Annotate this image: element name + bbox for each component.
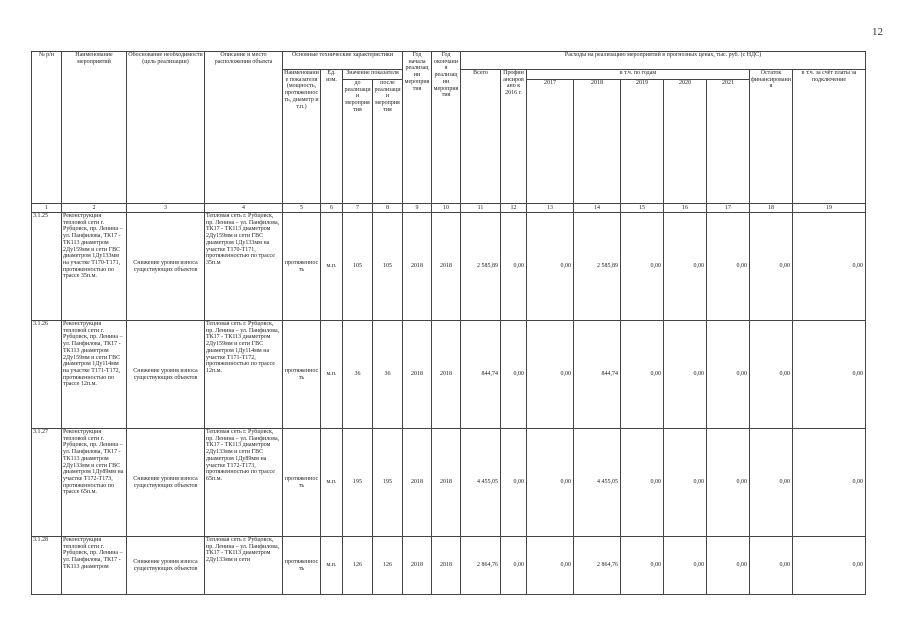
- measure-name: Реконструкция тепловой сети г. Рубцовск, пр. Ленина – ул. Панфилова, ТК17 - ТК113 диаметром: [62, 537, 127, 595]
- column-number-row: [32, 204, 866, 213]
- total-cost: 4 455,05: [461, 429, 501, 537]
- total-cost: 2 864,76: [461, 537, 501, 595]
- start-year: 2018: [403, 537, 432, 595]
- header-costs: Расходы на реализацию мероприятий в прогнозных ценах, тыс. руб. (с НДС): [461, 52, 866, 70]
- funded-2016: 0,00: [501, 213, 527, 321]
- header-remaining: Остаток финансирования: [750, 70, 793, 204]
- funded-2016: 0,00: [501, 537, 527, 595]
- cost-2018: 844,74: [574, 321, 621, 429]
- connection-fee: 0,00: [793, 213, 866, 321]
- funded-2016: 0,00: [501, 429, 527, 537]
- column-number: 15: [621, 204, 664, 213]
- header-tech: Основные технические характеристики: [283, 52, 403, 70]
- column-number: 3: [127, 204, 205, 213]
- justification: Снижение уровня износа существующих объектов: [127, 213, 205, 321]
- header-tech-name: Наименование показателя (мощность, протяженность, диаметр и т.п.): [283, 70, 321, 204]
- value-before: 195: [343, 429, 373, 537]
- parameter-name: протяженность: [283, 213, 321, 321]
- header-funded: Профинансировано к 2016 г.: [501, 70, 527, 204]
- remaining-financing: 0,00: [750, 537, 793, 595]
- header-tech-unit: Ед. изм.: [321, 70, 343, 204]
- header-name: Наименование мероприятий: [62, 52, 127, 204]
- investment-program-table: [31, 51, 866, 595]
- value-before: 105: [343, 213, 373, 321]
- cost-2017: 0,00: [527, 321, 574, 429]
- connection-fee: 0,00: [793, 429, 866, 537]
- column-number: 18: [750, 204, 793, 213]
- cost-2019: 0,00: [621, 537, 664, 595]
- unit: м.п.: [321, 321, 343, 429]
- value-before: 36: [343, 321, 373, 429]
- parameter-name: протяженность: [283, 537, 321, 595]
- value-after: 126: [373, 537, 403, 595]
- column-number: 12: [501, 204, 527, 213]
- cost-2020: 0,00: [664, 213, 707, 321]
- column-number: 16: [664, 204, 707, 213]
- start-year: 2018: [403, 213, 432, 321]
- remaining-financing: 0,00: [750, 321, 793, 429]
- end-year: 2018: [432, 537, 461, 595]
- table-row: [32, 321, 866, 429]
- justification: Снижение уровня износа существующих объектов: [127, 537, 205, 595]
- cost-2018: 2 864,76: [574, 537, 621, 595]
- cost-2017: 0,00: [527, 537, 574, 595]
- column-number: 14: [574, 204, 621, 213]
- column-number: 5: [283, 204, 321, 213]
- justification: Снижение уровня износа существующих объектов: [127, 429, 205, 537]
- header-year-2017: 2017: [527, 80, 574, 204]
- column-number: 11: [461, 204, 501, 213]
- start-year: 2018: [403, 321, 432, 429]
- header-year-2021: 2021: [707, 80, 750, 204]
- unit: м.п.: [321, 429, 343, 537]
- parameter-name: протяженность: [283, 321, 321, 429]
- header-justification: Обоснование необходимости (цель реализации): [127, 52, 205, 204]
- cost-2021: 0,00: [707, 213, 750, 321]
- row-number: 3.1.26: [32, 321, 62, 429]
- row-number: 3.1.27: [32, 429, 62, 537]
- cost-2018: 2 585,89: [574, 213, 621, 321]
- object-location: Тепловая сеть г. Рубцовск, пр. Ленина – ул. Панфилова, ТК17 - ТК113 диаметром 2Ду133мм и сети: [205, 537, 283, 595]
- column-number: 6: [321, 204, 343, 213]
- justification: Снижение уровня износа существующих объектов: [127, 321, 205, 429]
- header-location: Описание и место расположения объекта: [205, 52, 283, 204]
- column-number: 2: [62, 204, 127, 213]
- table-row: [32, 429, 866, 537]
- table-row: [32, 537, 866, 595]
- value-after: 36: [373, 321, 403, 429]
- cost-2017: 0,00: [527, 213, 574, 321]
- column-number: 8: [373, 204, 403, 213]
- object-location: Тепловая сеть г. Рубцовск, пр. Ленина – ул. Панфилова, ТК17 - ТК113 диаметром 2Ду133мм и сети ГВС диаметром 1Ду89мм на участке Т172-Т173, протяженностью по трассе 65п.м.: [205, 429, 283, 537]
- column-number: 10: [432, 204, 461, 213]
- column-number: 13: [527, 204, 574, 213]
- table-row: [32, 213, 866, 321]
- column-number: 7: [343, 204, 373, 213]
- connection-fee: 0,00: [793, 537, 866, 595]
- remaining-financing: 0,00: [750, 213, 793, 321]
- end-year: 2018: [432, 321, 461, 429]
- cost-2019: 0,00: [621, 213, 664, 321]
- value-after: 105: [373, 213, 403, 321]
- remaining-financing: 0,00: [750, 429, 793, 537]
- column-number: 4: [205, 204, 283, 213]
- parameter-name: протяженность: [283, 429, 321, 537]
- column-number: 17: [707, 204, 750, 213]
- cost-2019: 0,00: [621, 429, 664, 537]
- object-location: Тепловая сеть г. Рубцовск, пр. Ленина – ул. Панфилова, ТК17 - ТК113 диаметром 2Ду159мм и сети ГВС диаметром 1Ду133мм на участке Т170-Т171, протяженностью по трассе 35п.м: [205, 213, 283, 321]
- start-year: 2018: [403, 429, 432, 537]
- cost-2021: 0,00: [707, 321, 750, 429]
- value-before: 126: [343, 537, 373, 595]
- cost-2019: 0,00: [621, 321, 664, 429]
- end-year: 2018: [432, 213, 461, 321]
- header-tech-value: Значение показателя: [343, 70, 403, 80]
- row-number: 3.1.25: [32, 213, 62, 321]
- cost-2020: 0,00: [664, 537, 707, 595]
- header-year-2020: 2020: [664, 80, 707, 204]
- cost-2021: 0,00: [707, 429, 750, 537]
- total-cost: 844,74: [461, 321, 501, 429]
- column-number: 19: [793, 204, 866, 213]
- measure-name: Реконструкция тепловой сети г. Рубцовск, пр. Ленина – ул. Панфилова, ТК17 - ТК113 диаметром 2Ду133мм и сети ГВС диаметром 1Ду89мм на участке Т172-Т173, протяженностью по трассе 65п.м.: [62, 429, 127, 537]
- header-start: Год начала реализации мероприятия: [403, 52, 432, 204]
- funded-2016: 0,00: [501, 321, 527, 429]
- object-location: Тепловая сеть г. Рубцовск, пр. Ленина – ул. Панфилова, ТК17 - ТК113 диаметром 2Ду159мм и сети ГВС диаметром 1Ду114мм на участке Т171-Т172, протяженностью по трассе 12п.м.: [205, 321, 283, 429]
- column-number: 9: [403, 204, 432, 213]
- total-cost: 2 585,89: [461, 213, 501, 321]
- cost-2017: 0,00: [527, 429, 574, 537]
- header-end: Год окончания реализации мероприятия: [432, 52, 461, 204]
- measure-name: Реконструкция тепловой сети г. Рубцовск, пр. Ленина – ул. Панфилова, ТК17 - ТК113 диаметром 2Ду159мм и сети ГВС диаметром 1Ду114мм на участке Т171-Т172, протяженностью по трассе 12п.м.: [62, 321, 127, 429]
- measure-name: Реконструкция тепловой сети г. Рубцовск, пр. Ленина – ул. Панфилова, ТК17 - ТК113 диаметром 2Ду159мм и сети ГВС диаметром 1Ду133мм на участке Т170-Т171, протяженностью по трассе 35п.м.: [62, 213, 127, 321]
- cost-2020: 0,00: [664, 429, 707, 537]
- cost-2021: 0,00: [707, 537, 750, 595]
- value-after: 195: [373, 429, 403, 537]
- end-year: 2018: [432, 429, 461, 537]
- header-tech-before: до реализации мероприятия: [343, 80, 373, 204]
- header-tech-after: после реализации мероприятия: [373, 80, 403, 204]
- unit: м.п.: [321, 213, 343, 321]
- page-number: 12: [872, 26, 883, 38]
- header-year-2019: 2019: [621, 80, 664, 204]
- cost-2020: 0,00: [664, 321, 707, 429]
- unit: м.п.: [321, 537, 343, 595]
- row-number: 3.1.28: [32, 537, 62, 595]
- header-year-2018: 2018: [574, 80, 621, 204]
- header-by-years: в т.ч. по годам: [527, 70, 750, 80]
- connection-fee: 0,00: [793, 321, 866, 429]
- header-total: Всего: [461, 70, 501, 204]
- header-connection-fee: в т.ч. за счёт платы за подключение: [793, 70, 866, 204]
- cost-2018: 4 455,05: [574, 429, 621, 537]
- column-number: 1: [32, 204, 62, 213]
- header-n: № р/н: [32, 52, 62, 204]
